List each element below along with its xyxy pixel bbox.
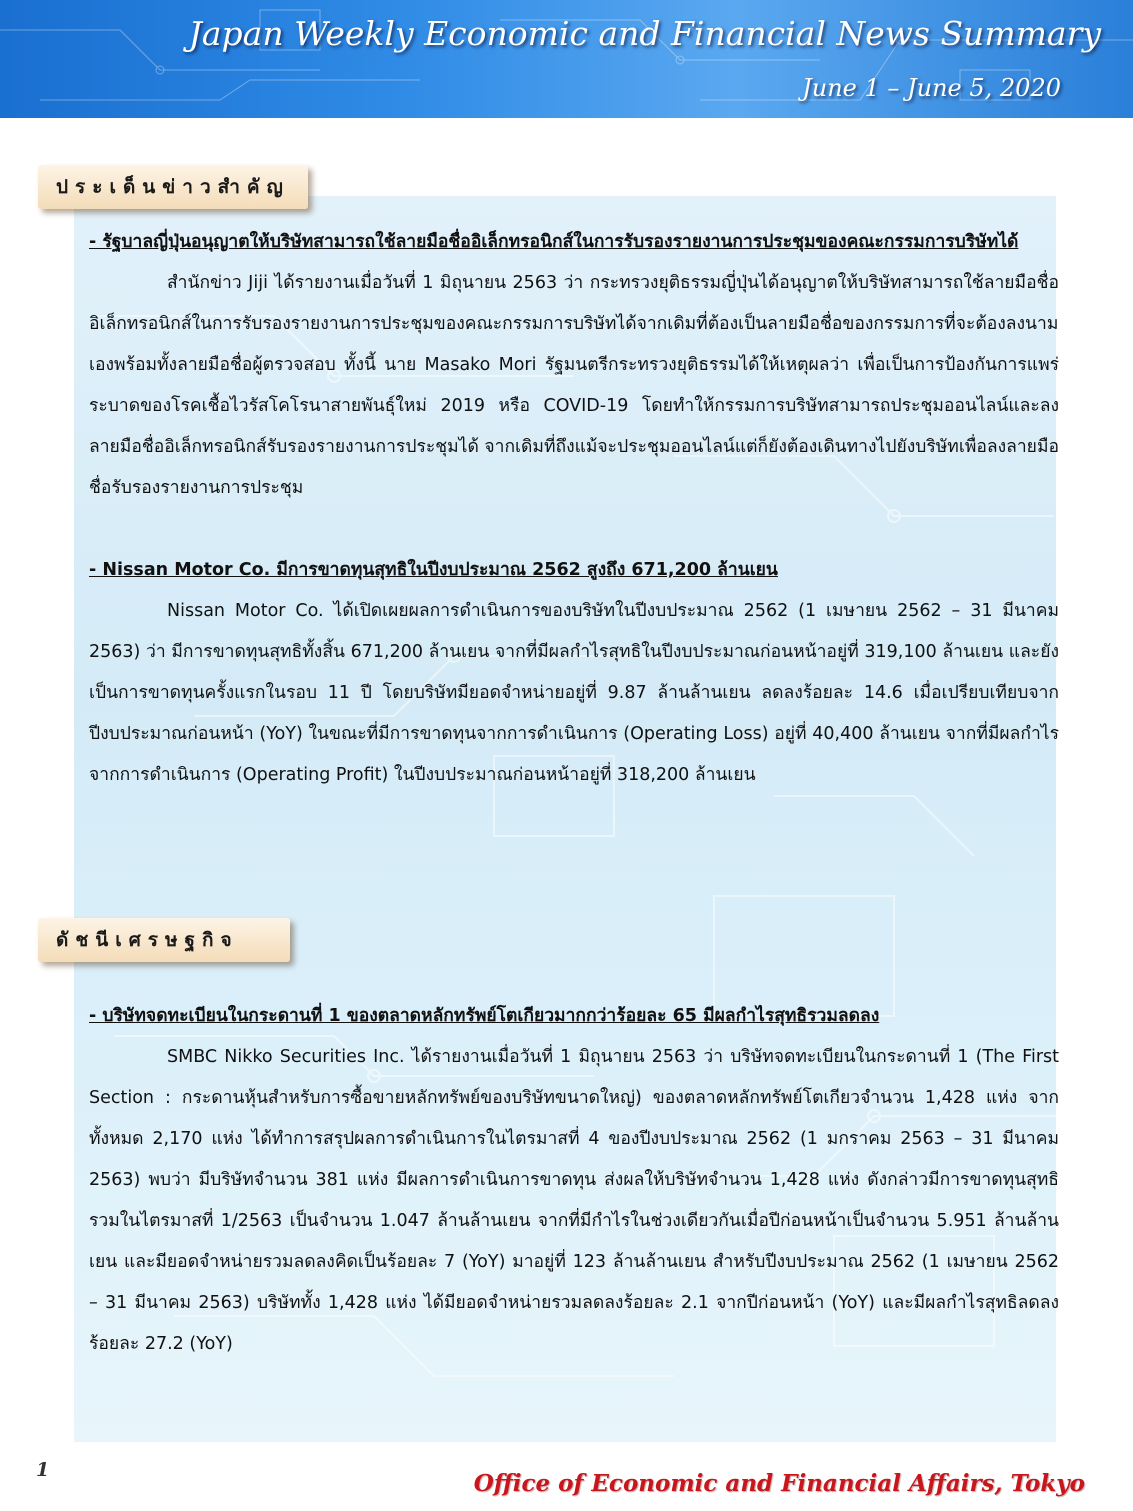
- date-range: June 1 – June 5, 2020: [802, 74, 1061, 102]
- article-body: SMBC Nikko Securities Inc. ได้รายงานเมื่อวันที่ 1 มิถุนายน 2563 ว่า บริษัทจดทะเบียนในกระดานที่ 1 (The First Section : กระดานหุ้นสำหรับการซื้อขายหลักทรัพย์ของบริษัทขนาดใหญ่) ของตลาดหลักทรัพย์โตเกียวจำนวน 1,428 แห่ง จากทั้งหมด 2,170 แห่ง ได้ทำการสรุปผลการดำเนินการในไตรมาสที่ 4 ของปีงบประมาณ 2562 (1 มกราคม 2563 – 31 มีนาคม 2563) พบว่า มีบริษัทจำนวน 381 แห่ง มีผลการดำเนินการขาดทุน ส่งผลให้บริษัทจำนวน 1,428 แห่ง ดังกล่าวมีการขาดทุนสุทธิรวมในไตรมาสที่ 1/2563 เป็นจำนวน 1.047 ล้านล้านเยน จากที่มีกำไรในช่วงเดียวกันเมื่อปีก่อนหน้าเป็นจำนวน 5.951 ล้านล้านเยน และมียอดจำหน่ายรวมลดลงคิดเป็นร้อยละ 7 (YoY) มาอยู่ที่ 123 ล้านล้านเยน สำหรับปีงบประมาณ 2562 (1 เมษายน 2562 – 31 มีนาคม 2563) บริษัททั้ง 1,428 แห่ง ได้มียอดจำหน่ายรวมลดลงร้อยละ 2.1 จากปีก่อนหน้า (YoY) และมีผลกำไรสุทธิลดลงร้อยละ 27.2 (YoY): [89, 1047, 1059, 1354]
- section-label-key-news: ประเด็นข่าวสำคัญ: [38, 165, 308, 209]
- page-number: 1: [36, 1459, 50, 1481]
- office-name: Office of Economic and Financial Affairs, Tokyo: [473, 1470, 1085, 1497]
- article-body: สำนักข่าว Jiji ได้รายงานเมื่อวันที่ 1 มิถุนายน 2563 ว่า กระทรวงยุติธรรมญี่ปุ่นได้อนุญาตให้บริษัทสามารถใช้ลายมือชื่ออิเล็กทรอนิกส์ในการรับรองรายงานการประชุมของคณะกรรมการบริษัทได้จากเดิมที่ต้องเป็นลายมือชื่อของกรรมการที่จะต้องลงนามเองพร้อมทั้งลายมือชื่อผู้ตรวจสอบ ทั้งนี้ นาย Masako Mori รัฐมนตรีกระทรวงยุติธรรมได้ให้เหตุผลว่า เพื่อเป็นการป้องกันการแพร่ระบาดของโรคเชื้อไวรัสโคโรนาสายพันธุ์ใหม่ 2019 หรือ COVID-19 โดยทำให้กรรมการบริษัทสามารถประชุมออนไลน์และลงลายมือชื่ออิเล็กทรอนิกส์รับรองรายงานการประชุมได้ จากเดิมที่ถึงแม้จะประชุมออนไลน์แต่ก็ยังต้องเดินทางไปยังบริษัทเพื่อลงลายมือชื่อรับรองรายงานการประชุม: [89, 273, 1059, 498]
- section-label-economic-index: ดัชนีเศรษฐกิจ: [38, 918, 290, 962]
- article-body: Nissan Motor Co. ได้เปิดเผยผลการดำเนินการของบริษัทในปีงบประมาณ 2562 (1 เมษายน 2562 – 31 มีนาคม 2563) ว่า มีการขาดทุนสุทธิทั้งสิ้น 671,200 ล้านเยน จากที่มีผลกำไรสุทธิในปีงบประมาณก่อนหน้าอยู่ที่ 319,100 ล้านเยน และยังเป็นการขาดทุนครั้งแรกในรอบ 11 ปี โดยบริษัทมียอดจำหน่ายอยู่ที่ 9.87 ล้านล้านเยน ลดลงร้อยละ 14.6 เมื่อเปรียบเทียบจากปีงบประมาณก่อนหน้า (YoY) ในขณะที่มีการขาดทุนจากการดำเนินการ (Operating Loss) อยู่ที่ 40,400 ล้านเยน จากที่มีผลกำไรจากการดำเนินการ (Operating Profit) ในปีงบประมาณก่อนหน้าอยู่ที่ 318,200 ล้านเยน: [89, 601, 1059, 785]
- document-title: Japan Weekly Economic and Financial News Summary: [188, 14, 1101, 53]
- economic-index-content: [89, 996, 1059, 1365]
- article-headline: - บริษัทจดทะเบียนในกระดานที่ 1 ของตลาดหลักทรัพย์โตเกียวมากกว่าร้อยละ 65 มีผลกำไรสุทธิรวมลดลง: [89, 1006, 880, 1026]
- article-headline: - รัฐบาลญี่ปุ่นอนุญาตให้บริษัทสามารถใช้ลายมือชื่ออิเล็กทรอนิกส์ในการรับรองรายงานการประชุมของคณะกรรมการบริษัทได้: [89, 232, 1019, 252]
- key-news-content: [89, 222, 1059, 796]
- spacer: [89, 509, 1059, 550]
- header-banner: [0, 0, 1133, 118]
- article-headline: - Nissan Motor Co. มีการขาดทุนสุทธิในปีงบประมาณ 2562 สูงถึง 671,200 ล้านเยน: [89, 560, 778, 580]
